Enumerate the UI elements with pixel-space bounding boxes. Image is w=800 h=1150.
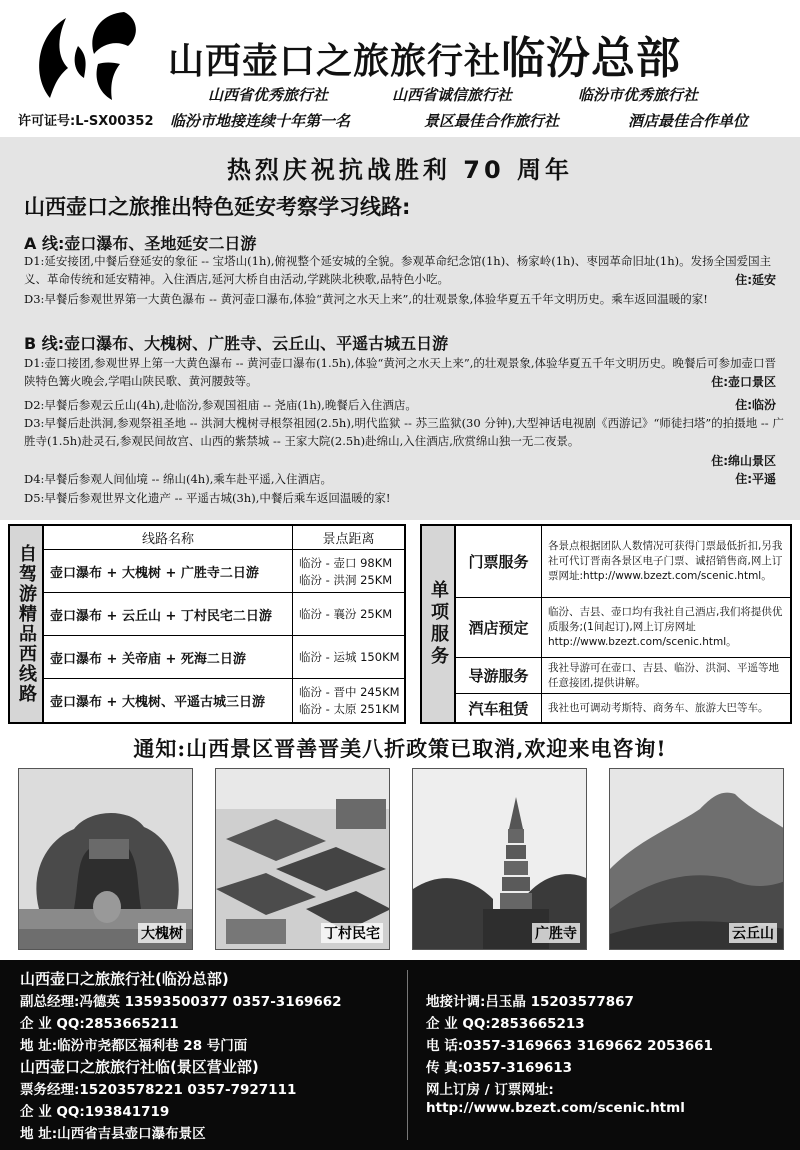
table-row xyxy=(44,636,404,679)
distance-line: 临汾 - 运城 150KM xyxy=(299,650,400,664)
route-b-day-4-stay: 住:平遥 xyxy=(735,472,776,486)
single-service-label-text: 单项服务 xyxy=(428,580,449,668)
honor-2: 山西省诚信旅行社 xyxy=(392,86,513,104)
service-row-car xyxy=(456,694,790,722)
license-number: 许可证号:L-SX00352 xyxy=(18,114,154,129)
footer-divider xyxy=(407,970,408,1140)
route-b-day-1-stay: 住:壶口景区 xyxy=(711,375,776,389)
photo-dahuaishu xyxy=(18,768,193,950)
photo-dingcun xyxy=(215,768,390,950)
service-desc: 我社也可调动考斯特、商务车、旅游大巴等车。 xyxy=(548,701,769,714)
route-distance xyxy=(292,550,404,593)
booking-url[interactable]: http://www.bzezt.com/scenic.html xyxy=(426,1100,685,1116)
honor-6: 酒店最佳合作单位 xyxy=(628,112,749,130)
route-name: 壶口瀑布 + 云丘山 + 丁村民宅二日游 xyxy=(50,609,272,624)
hq-manager: 副总经理:冯德英 13593500377 0357-3169662 xyxy=(20,994,342,1010)
service-desc: 我社导游可在壶口、吉县、临汾、洪洞、平遥等地任意接团,提供讲解。 xyxy=(548,661,779,689)
route-name: 壶口瀑布 + 大槐树 + 广胜寺二日游 xyxy=(50,566,259,581)
route-name: 壶口瀑布 + 大槐树、平遥古城三日游 xyxy=(50,695,265,710)
service-desc: 各景点根据团队人数情况可获得门票最低折扣,另我社可代订晋南各景区电子门票、诚招销售商,网上订票网址:http://www.bzezt.com/scenic.html。 xyxy=(548,540,783,582)
route-name: 壶口瀑布 + 关帝庙 + 死海二日游 xyxy=(50,652,246,667)
distance-line: 临汾 - 洪洞 25KM xyxy=(299,572,393,587)
route-b-day-2-stay: 住:临汾 xyxy=(735,398,776,412)
day-label: D4: xyxy=(24,472,45,486)
honor-4: 临汾市地接连续十年第一名 xyxy=(170,112,351,130)
branch-name: 临汾总部 xyxy=(501,33,682,84)
branch-qq: 企 业 QQ:193841719 xyxy=(20,1104,170,1120)
day-text: 早餐后参观云丘山(4h),赴临汾,参观国祖庙 -- 尧庙(1h),晚餐后入住酒店。 xyxy=(44,398,417,412)
distance-line: 临汾 - 壶口 98KM xyxy=(299,555,393,570)
service-desc: 临汾、吉县、壶口均有我社自己酒店,我们将提供优质服务;(1间起订),网上订房网址 http://www.bzezt.com/scenic.html。 xyxy=(548,606,783,648)
day-label: D1: xyxy=(24,254,45,268)
company-name: 山西壶口之旅旅行社 xyxy=(168,41,502,82)
table-row xyxy=(44,679,404,722)
photo-guangshengsi xyxy=(412,768,587,950)
service-name: 导游服务 xyxy=(456,658,542,693)
photo-caption: 大槐树 xyxy=(138,923,186,943)
planner-contact: 地接计调:吕玉晶 15203577867 xyxy=(426,994,634,1010)
table-row xyxy=(44,593,404,636)
day-text: 早餐后参观人间仙境 -- 绵山(4h),乘车赴平遥,入住酒店。 xyxy=(44,472,333,486)
service-row-guide xyxy=(456,658,790,694)
honor-5: 景区最佳合作旅行社 xyxy=(424,112,560,130)
header-route: 线路名称 xyxy=(44,526,292,550)
route-a-title: A 线:壶口瀑布、圣地延安二日游 xyxy=(24,234,257,253)
photo-caption: 云丘山 xyxy=(729,923,777,943)
day-text: 壶口接团,参观世界上第一大黄色瀑布 -- 黄河壶口瀑布(1.5h),体验“黄河之水天上来”,的壮观景象,体验华夏五千年文明历史。晚餐后可参加壶口晋陕特色篝火晚会,学唱山陕民歌、黄河腰鼓等。 xyxy=(24,356,777,388)
table-row xyxy=(44,550,404,593)
service-name: 汽车租赁 xyxy=(456,694,542,722)
self-drive-label-text: 自驾游精品西线路 xyxy=(16,544,37,704)
day-label: D2: xyxy=(24,398,45,412)
service-name: 酒店预定 xyxy=(456,598,542,657)
day-text: 延安接团,中餐后登延安的象征 -- 宝塔山(1h),俯视整个延安城的全貌。参观革命纪念馆(1h)、杨家岭(1h)、枣园革命旧址(1h)。发扬全国爱国主义、革命传统和延安精神。入住酒店,延河大桥自由活动,学跳陕北秧歌,品特色小吃。 xyxy=(24,254,772,286)
day-label: D5: xyxy=(24,491,45,505)
route-b-day-2 xyxy=(24,396,784,414)
company-title xyxy=(168,22,681,86)
route-distance xyxy=(292,679,404,722)
single-service-label xyxy=(422,526,456,722)
honor-3: 临汾市优秀旅行社 xyxy=(578,86,699,104)
self-drive-box xyxy=(8,524,406,724)
honor-1: 山西省优秀旅行社 xyxy=(208,86,329,104)
route-distance xyxy=(292,636,404,679)
service-row-tickets xyxy=(456,526,790,598)
contact-footer xyxy=(0,960,800,1150)
day-text: 早餐后参观世界文化遗产 -- 平遥古城(3h),中餐后乘车返回温暖的家! xyxy=(44,491,391,505)
day-text: 早餐后赴洪洞,参观祭祖圣地 -- 洪洞大槐树寻根祭祖园(2.5h),明代监狱 -- 苏三监狱(30 分钟),大型神话电视剧《西游记》“师徒扫塔”的拍摄地 -- 广胜寺(1.5h)赴灵石,参观民间故宫、山西的紫禁城 -- 王家大院(2.5h)赴绵山,入住酒店,欣赏绵山独一无二夜景。 xyxy=(24,416,784,448)
header-distance: 景点距离 xyxy=(292,526,404,550)
route-a-day-1-stay: 住:延安 xyxy=(735,273,776,287)
service-row-hotel xyxy=(456,598,790,658)
route-b-title: B 线:壶口瀑布、大槐树、广胜寺、云丘山、平遥古城五日游 xyxy=(24,334,449,353)
banner-title: 热烈庆祝抗战胜利 70 周年 xyxy=(226,156,574,184)
route-heading: 山西壶口之旅推出特色延安考察学习线路: xyxy=(24,195,411,219)
distance-line: 临汾 - 襄汾 25KM xyxy=(299,607,393,621)
header xyxy=(0,0,800,135)
day-label: D3: xyxy=(24,292,45,306)
day-label: D3: xyxy=(24,416,45,430)
branch-ticket-manager: 票务经理:15203578221 0357-7927111 xyxy=(20,1082,297,1098)
planner-qq: 企 业 QQ:2853665213 xyxy=(426,1016,585,1032)
service-name: 门票服务 xyxy=(456,526,542,597)
route-a-day-1 xyxy=(24,252,784,288)
distance-line: 临汾 - 晋中 245KM xyxy=(299,684,400,699)
day-label: D1: xyxy=(24,356,45,370)
route-b-day-1 xyxy=(24,354,784,390)
route-b-day-4 xyxy=(24,470,784,488)
distance-line: 临汾 - 太原 251KM xyxy=(299,701,400,716)
photo-caption: 丁村民宅 xyxy=(321,923,383,943)
company-logo xyxy=(28,6,148,106)
branch-address: 地 址:山西省吉县壶口瀑布景区 xyxy=(20,1126,206,1142)
self-drive-label xyxy=(10,526,44,722)
single-service-box xyxy=(420,524,792,724)
booking-url-label: 网上订房 / 订票网址: xyxy=(426,1082,554,1098)
photo-caption: 广胜寺 xyxy=(532,923,580,943)
hq-address: 地 址:临汾市尧都区福利巷 28 号门面 xyxy=(20,1038,248,1054)
policy-notice: 通知:山西景区晋善晋美八折政策已取消,欢迎来电咨询! xyxy=(133,736,667,761)
branch-name: 山西壶口之旅旅行社临(景区营业部) xyxy=(20,1058,259,1076)
route-b-day-3 xyxy=(24,414,784,450)
route-distance xyxy=(292,593,404,636)
route-b-day-5 xyxy=(24,489,784,507)
hq-qq: 企 业 QQ:2853665211 xyxy=(20,1016,179,1032)
photo-yunqiushan xyxy=(609,768,784,950)
route-b-day-3-stay: 住:绵山景区 xyxy=(711,454,776,468)
hq-name: 山西壶口之旅旅行社(临汾总部) xyxy=(20,970,229,988)
route-a-day-3 xyxy=(24,290,784,308)
fax-number: 传 真:0357-3169613 xyxy=(426,1060,573,1076)
self-drive-table xyxy=(44,526,404,722)
day-text: 早餐后参观世界第一大黄色瀑布 -- 黄河壶口瀑布,体验“黄河之水天上来”,的壮观景象,体验华夏五千年文明历史。乘车返回温暖的家! xyxy=(44,292,708,306)
phone-numbers: 电 话:0357-3169663 3169662 2053661 xyxy=(426,1038,713,1054)
